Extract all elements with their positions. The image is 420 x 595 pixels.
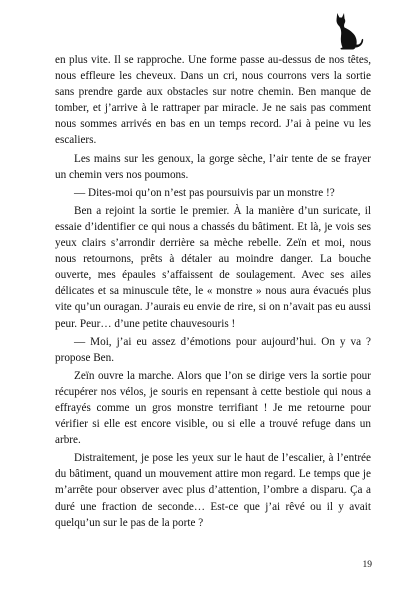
paragraph: Distraitement, je pose les yeux sur le haut de l’escalier, à l’entrée du bâtiment, quand un mouvement attire mon regard. Le temps que je m’arrête pour observer avec plus d’attention, l’ombre a disparu. Ça a duré une fraction de seconde… Est-ce que j’ai rêvé ou il y avait quelqu’un sur le pas de la porte ? [55, 452, 371, 529]
paragraph: en plus vite. Il se rapproche. Une forme passe au-dessus de nos têtes, nous effleure les cheveux. Dans un cri, nous courrons vers la sortie sans prendre garde aux obstacles sur notre chemin. Ben manque de tomber, et j’arrive à le rattraper par miracle. Je ne sais pas comment nous sommes arrivés en bas en un temps record. J’ai à peine vu les escaliers. [55, 54, 371, 147]
dialogue-line: — Dites-moi qu’on n’est pas poursuivis par un monstre !? [74, 186, 335, 199]
dialogue-line: — Moi, j’ai eu assez d’émotions pour aujourd’hui. On y va ? propose Ben. [55, 335, 371, 364]
page-number: 19 [362, 560, 372, 570]
paragraph: Zeïn ouvre la marche. Alors que l’on se dirige vers la sortie pour récupérer nos vélos, je souris en repensant à cette bestiole qui nous a effrayés comme un gros monstre terrifiant ! Je me retourne pour vérifier si elle est encore visible, ou si elle a trouvé refuge dans un arbre. [55, 369, 371, 447]
cat-silhouette-icon [330, 9, 364, 51]
body-text [55, 52, 371, 533]
paragraph: Ben a rejoint la sortie le premier. À la manière d’un suricate, il essaie d’identifier ce qui nous a chassés du bâtiment. Et là, je vois ses yeux clairs s’arrondir derrière sa mèche rebelle. Zeïn et moi, nous nous retournons, prêts à détaler au moindre danger. La bouche ouverte, mes épaules s’affaissent de soulagement. Avec ses ailes délicates et sa minuscule tête, le « monstre » nous aura évacués plus vite qu’un ouragan. J’aurais eu envie de rire, si on n’avait pas eu aussi peur. Peur… d’une petite chauvesouris ! [55, 204, 371, 330]
paragraph: Les mains sur les genoux, la gorge sèche, l’air tente de se frayer un chemin vers nos poumons. [55, 152, 371, 181]
